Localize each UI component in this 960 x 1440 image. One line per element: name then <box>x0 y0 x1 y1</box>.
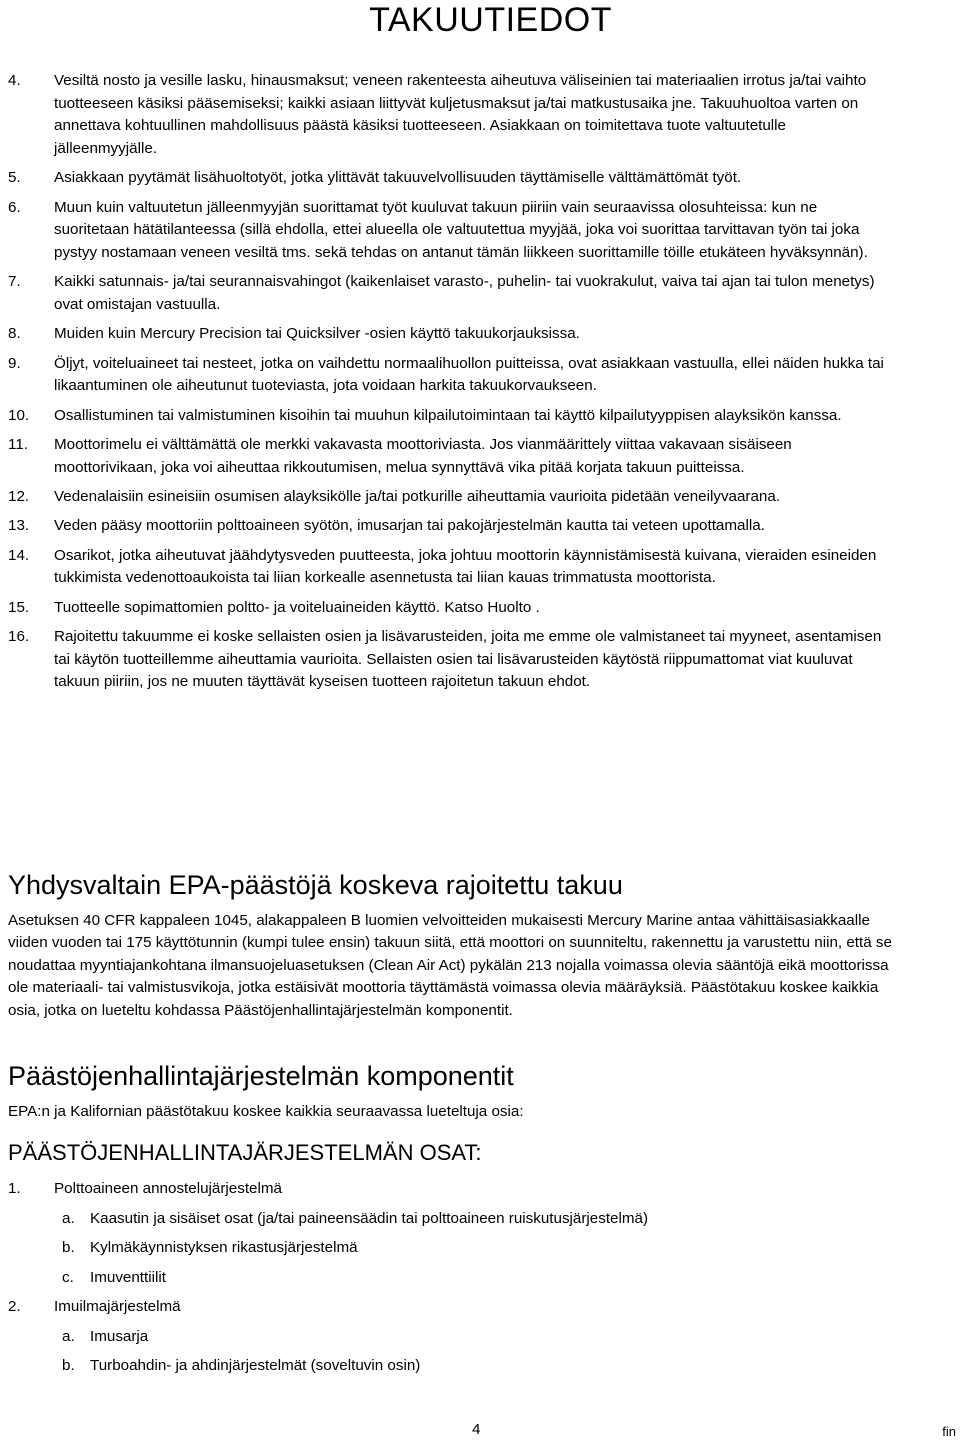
list-item-text: Kaikki satunnais- ja/tai seurannaisvahingot (kaikenlaiset varasto-, puhelin- tai vuokrakulut, vaiva tai ajan tai tulon menetys) ovat omistajan vastuulla. <box>54 273 875 314</box>
list-item <box>8 486 888 509</box>
list-item <box>8 626 888 694</box>
subpart-letter: a. <box>62 1209 75 1227</box>
parts-subheading: PÄÄSTÖJENHALLINTAJÄRJESTELMÄN OSAT: <box>8 1140 482 1165</box>
list-item <box>8 353 888 398</box>
list-item-text: Asiakkaan pyytämät lisähuoltotyöt, jotka ylittävät takuuvelvollisuuden täyttämiselle välttämättömät työt. <box>54 169 742 187</box>
list-item-number: 12. <box>8 488 30 505</box>
list-item <box>8 323 888 346</box>
epa-warranty-paragraph <box>8 910 898 1022</box>
list-item-text: Vesiltä nosto ja vesille lasku, hinausmaksut; veneen rakenteesta aiheutuva väliseinien tai materiaalien irrotus ja/tai vaihto tuotteeseen käsiksi pääsemiseksi; kaikki asiaan liittyvät kuljetusmaksut ja/tai matkustusaika jne. Takuuhuoltoa varten on annettava kohtuullinen mahdollisuus päästä käsiksi tuotteeseen. Asiakkaan on toimitettava tuote valtuutetulle jälleenmyyjälle. <box>54 72 867 158</box>
subpart-letter: b. <box>62 1357 75 1374</box>
epa-warranty-text-end: . <box>508 1001 513 1019</box>
subpart-label: Imusarja <box>90 1327 149 1345</box>
list-item-number: 13. <box>8 517 30 535</box>
list-item-text: Muun kuin valtuutetun jälleenmyyjän suorittamat työt kuuluvat takuun piiriin vain seuraavissa olosuhteissa: kun ne suoritetaan hätätilanteessa (sillä ehdolla, ettei alueella ole valtuutettua myyjää, joka voi suorittaa tarvittavan työn tai joka pystyy nostamaan veneen vesiltä tms. sekä tehdas on antanut tämän liikkeen suorittamille töille etukäteen hyväksynnän). <box>54 198 868 262</box>
list-item-number: 15. <box>8 598 30 616</box>
parts-list <box>8 1178 648 1385</box>
components-link[interactable]: Päästöjenhallintajärjestelmän komponentit <box>224 1001 509 1019</box>
subpart-letter: c. <box>62 1268 74 1286</box>
list-item-text: Tuotteelle sopimattomien poltto- ja voiteluaineiden käyttö. Katso <box>54 598 484 616</box>
list-item <box>8 1296 648 1326</box>
subpart-label: Turboahdin- ja ahdinjärjestelmät (soveltuvin osin) <box>90 1357 421 1374</box>
list-item <box>8 1267 648 1297</box>
list-item <box>8 1237 648 1267</box>
list-item-text-wrapper <box>54 597 888 620</box>
subpart-letter: a. <box>62 1327 75 1345</box>
components-paragraph: EPA:n ja Kalifornian päästötakuu koskee kaikkia seuraavassa lueteltuja osia: <box>8 1103 524 1120</box>
part-label: Imuilmajärjestelmä <box>54 1298 181 1315</box>
list-item-text: Moottorimelu ei välttämättä ole merkki vakavasta moottoriviasta. Jos vianmäärittely viittaa vakavaan sisäiseen moottorivikaan, joka voi aiheuttaa rikkoutumisen, melua synnyttävä vika pitää korjata takuun puitteissa. <box>54 436 792 476</box>
warranty-exclusions-list <box>8 70 888 701</box>
list-item-text: Veden pääsy moottoriin polttoaineen syötön, imusarjan tai pakojärjestelmän kautta tai veteen upottamalla. <box>54 517 765 535</box>
list-item-text: Osarikot, jotka aiheutuvat jäähdytysveden puutteesta, joka johtuu moottorin käynnistämisestä kuivana, vieraiden esineiden tukkimista vedenottoaukoista tai liian korkealle asennetusta tai liian kauas trimmatusta moottorista. <box>54 546 877 587</box>
list-item-number: 6. <box>8 198 21 216</box>
list-item <box>8 545 888 590</box>
list-item <box>8 515 888 538</box>
part-number: 1. <box>8 1180 21 1197</box>
list-item <box>8 1178 648 1208</box>
list-item-text: Öljyt, voiteluaineet tai nesteet, jotka on vaihdettu normaalihuollon puitteissa, ovat asiakkaan vastuulla, ellei näiden hukka tai likaantuminen ole aiheutunut tuoteviasta, jota voidaan harkita takuukorvaukseen. <box>54 354 884 395</box>
list-item <box>8 597 888 620</box>
subpart-label: Kylmäkäynnistyksen rikastusjärjestelmä <box>90 1239 358 1256</box>
page-header-title: TAKUUTIEDOT <box>369 1 612 39</box>
list-item-number: 14. <box>8 546 30 564</box>
list-item <box>8 1355 648 1385</box>
list-item <box>8 405 888 428</box>
list-item <box>8 1326 648 1356</box>
subpart-letter: b. <box>62 1239 75 1256</box>
list-item-text: Muiden kuin Mercury Precision tai Quicksilver -osien käyttö takuukorjauksissa. <box>54 325 580 343</box>
list-item-number: 7. <box>8 273 21 291</box>
list-item <box>8 271 888 316</box>
list-item <box>8 1208 648 1238</box>
list-item-number: 5. <box>8 169 21 187</box>
list-item-number: 16. <box>8 627 30 645</box>
list-item-number: 10. <box>8 406 30 424</box>
huolto-link[interactable]: Huolto <box>487 598 532 616</box>
page-number: 4 <box>472 1421 481 1438</box>
list-item-text: Rajoitettu takuumme ei koske sellaisten osien ja lisävarusteiden, joita me emme ole valmistaneet tai myyneet, asentamisen tai käytön tuotteillemme aiheuttamia vaurioita. Sellaisten osien tai lisävarusteiden käytöstä riippumattomat viat kuuluvat takuun piiriin, jos ne muuten täyttävät kyseisen tuotteen rajoitetun takuun ehdot. <box>54 627 882 691</box>
list-item-text: Osallistuminen tai valmistuminen kisoihin tai muuhun kilpailutoimintaan tai käyttö kilpailutyyppisen alayksikön kanssa. <box>54 406 842 424</box>
list-item-text: Vedenalaisiin esineisiin osumisen alayksikölle ja/tai potkurille aiheuttamia vaurioita pidetään veneilyvaarana. <box>54 488 781 505</box>
list-item <box>8 197 888 265</box>
language-code: fin <box>942 1424 956 1439</box>
epa-warranty-heading: Yhdysvaltain EPA-päästöjä koskeva rajoitettu takuu <box>8 870 623 900</box>
list-item-number: 11. <box>8 436 28 453</box>
subpart-label: Imuventtiilit <box>90 1268 166 1286</box>
epa-warranty-text: Asetuksen 40 CFR kappaleen 1045, alakappaleen B luomien velvoitteiden mukaisesti Mercury Marine antaa vähittäisasiakkaalle viiden vuoden tai 175 käyttötunnin (kumpi tulee ensin) takuun siitä, että moottori on suunniteltu, rakennettu ja varustettu niin, että se noudattaa myyntiajankohtana ilmansuojeluasetuksen (Clean Air Act) pykälän 213 nojalla voimassa olevia sääntöjä eikä moottorissa ole materiaali- tai valmistusvikoja, jotka estäisivät moottoria täyttämästä voimassa olevia määräyksiä. Päästötakuu koskee kaikkia osia, jotka on lueteltu kohdassa <box>8 912 892 1019</box>
list-item-number: 8. <box>8 325 21 343</box>
list-item-number: 4. <box>8 72 21 89</box>
list-item-text-end: . <box>535 598 540 616</box>
components-heading: Päästöjenhallintajärjestelmän komponentit <box>8 1061 514 1091</box>
subpart-label: Kaasutin ja sisäiset osat (ja/tai paineensäädin tai polttoaineen ruiskutusjärjestelmä) <box>90 1209 649 1227</box>
list-item <box>8 434 888 479</box>
part-label: Polttoaineen annostelujärjestelmä <box>54 1180 282 1197</box>
list-item <box>8 70 888 161</box>
list-item-number: 9. <box>8 354 21 372</box>
list-item <box>8 167 888 190</box>
part-number: 2. <box>8 1298 21 1315</box>
